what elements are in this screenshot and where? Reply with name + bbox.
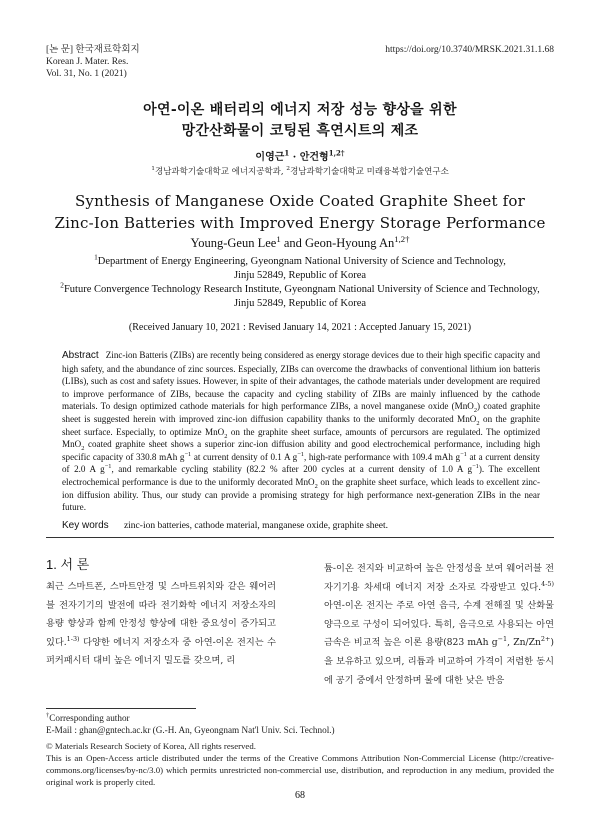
abstract-text: ). The excellent electrochemical performance is due to the uniformly decorated MnO [62, 464, 541, 487]
korean-title [0, 100, 600, 142]
abstract-sup: −1 [472, 463, 479, 471]
citation-ref: 4-5) [541, 579, 554, 588]
body-left-column [46, 578, 276, 671]
received-dates: (Received January 10, 2021 : Revised January 14, 2021 : Accepted January 15, 2021) [128, 322, 472, 333]
author-kr-2-sup: 1,2† [328, 148, 345, 158]
keywords-text: zinc-ion batteries, cathode material, manganese oxide, graphite sheet. [123, 521, 388, 531]
affil-en-1-text: Department of Energy Engineering, Gyeongnam National University of Science and Technology, [97, 256, 506, 267]
affil-en-2-line2: Jinju 52849, Republic of Korea [233, 298, 367, 309]
keywords-label: Key words [62, 520, 109, 531]
unit-sup: 2+ [540, 635, 551, 644]
english-authors [0, 233, 600, 251]
abstract-text: ) coated graphite sheet is suggested herein with improved zinc-ion diffusion capability thanks to the uniformly decorated MnO [62, 401, 540, 424]
english-title-line2: Zinc-Ion Batteries with Improved Energy Storage Performance [54, 214, 546, 232]
abstract-sup: −1 [460, 450, 467, 458]
affil-en-1-line2: Jinju 52849, Republic of Korea [233, 270, 367, 281]
abstract-text: coated graphite sheet shows a superior zinc-ion diffusion ability and good electrochemical performance, including high specific capacity of 330.8 mAh g [62, 439, 540, 462]
abstract-sub: 2 [81, 444, 85, 452]
copyright-notice: © Materials Research Society of Korea, All rights reserved. [46, 741, 256, 751]
abstract-text: on the graphite sheet surface. Especially, to optimize MnO [62, 413, 540, 437]
footnotes [46, 712, 554, 736]
korean-affiliation [0, 165, 600, 177]
author-en-and: and [280, 236, 305, 250]
abstract-text: , high-rate performance with 109.4 mAh g [303, 451, 461, 462]
author-kr-1: 이영근 [255, 152, 285, 163]
abstract-text: on the graphite sheet surface, which leads to excellent zinc-ion diffusion ability. Thus, our study can provide a promising strategy for high performance next-generation ZIBs in the near future. [62, 476, 540, 513]
korean-authors [0, 148, 600, 163]
journal-name-kr: [논 문] 한국재료학회지 [46, 45, 140, 55]
abstract-text: at current density of 0.1 A g [191, 451, 298, 462]
author-separator: · [289, 152, 300, 163]
abstract-sup: −1 [104, 463, 112, 471]
affil-kr-sup-2: 2 [286, 165, 291, 173]
abstract-text: on the graphite sheet surface, amounts of percursors are regulated. The optimized MnO [62, 426, 540, 450]
body-left-text: 다양한 에너지 저장소자 중 아연-이온 전지는 수퍼커패시터 대비 높은 에너지 밀도를 갖으며, 리 [46, 636, 276, 667]
body-right-text: 튬-이온 전지와 비교하여 높은 안정성을 보여 웨어러블 전자기기용 차세대 에너지 저장 소자로 각광받고 있다. [324, 563, 554, 593]
unit-sup: −1 [497, 635, 508, 644]
license-notice: This is an Open-Access article distributed under the terms of the Creative Commons Attribution Non-Commercial License (http://creative-commons.org/licenses/by-nc/3.0) which permits unrestricted non-commercial use, distribution, and reproduction in any medium, provided the original work is properly cited. [46, 753, 554, 787]
abstract-text: Zinc-ion Batteris (ZIBs) are recently being considered as energy storage devices due to their high specific capacity and high safety, and the abundance of zinc sources. Especially, ZIBs can overcome the drawbacks of conventional lithium ion batteris (LIBs), such as cost and safety issues. However, in spite of their advantages, the cathode materials under development are required to improve performance of ZIBs, because the capacity and cycling stability of ZIBs are mainly influenced by the cathode materials. To design optimized cathode materials for high performance ZIBs, a novel manganese oxide (MnO [62, 350, 540, 412]
abstract [62, 349, 540, 514]
author-kr-1-sup: 1 [284, 148, 290, 158]
footnote-rule [46, 708, 196, 709]
abstract-sub: 2 [314, 482, 318, 490]
english-affiliations [0, 252, 600, 311]
abstract-text: , and remarkable cycling stability (82.2 % after 200 cycles at a current density of 1.0 A g [111, 464, 473, 475]
section-divider [46, 537, 554, 538]
license-block [46, 740, 554, 788]
korean-title-line1: 아연-이온 배터리의 에너지 저장 성능 향상을 위한 [143, 102, 457, 118]
affil-en-2-sup: 2 [60, 280, 64, 290]
doi-link[interactable]: https://doi.org/10.3740/MRSK.2021.31.1.68 [385, 45, 554, 55]
english-title-line1: Synthesis of Manganese Oxide Coated Graphite Sheet for [74, 192, 526, 210]
english-title [0, 190, 600, 234]
dagger-mark: † [46, 711, 50, 719]
abstract-label: Abstract [62, 350, 99, 361]
corresponding-author [46, 712, 554, 724]
korean-title-line2: 망간산화물이 코팅된 흑연시트의 제조 [181, 123, 419, 139]
body-right-text: , Zn/Zn [507, 637, 541, 649]
affil-en-1-sup: 1 [94, 252, 98, 262]
body-right-text: 아연-이온 전지는 주로 아연 음극, 수계 전해질 및 산화물 양극으로 구성이 되어있다. 특히, 음극으로 사용되는 아연 금속은 비교적 높은 이론 용량(823 mAh g [324, 600, 554, 649]
email-line: E-Mail : ghan@gntech.ac.kr (G.-H. An, Gyeongnam Nat'l Univ. Sci. Technol.) [46, 725, 335, 735]
keywords [62, 513, 388, 532]
abstract-sub: 2 [224, 432, 228, 440]
author-en-2: Geon-Hyoung An [305, 236, 395, 250]
body-right-column [324, 560, 554, 690]
journal-name-en: Korean J. Mater. Res. [46, 57, 129, 67]
abstract-text: at a current density of 2.0 A g [62, 451, 540, 475]
affil-kr-sup-1: 1 [151, 165, 155, 173]
abstract-sup: −1 [184, 450, 192, 458]
author-kr-2: 안건형 [299, 152, 329, 163]
corresponding-label: Corresponding author [49, 713, 130, 723]
affil-kr-1: 경남과학기술대학교 에너지공학과, [155, 167, 287, 177]
affil-en-2-text: Future Convergence Technology Research Institute, Gyeongnam National University of Science and Technology, [63, 284, 540, 295]
author-en-1: Young-Geun Lee [190, 236, 277, 250]
journal-volume: Vol. 31, No. 1 (2021) [46, 69, 127, 79]
citation-ref: 1-3) [66, 634, 80, 643]
abstract-sub: 2 [476, 419, 480, 427]
abstract-sub: 2 [473, 407, 478, 415]
author-en-1-sup: 1 [276, 233, 281, 244]
journal-header [46, 44, 140, 80]
section-heading: 1. 서 론 [46, 557, 90, 572]
affil-en-1-line1 [0, 252, 600, 269]
page-number: 68 [295, 790, 305, 801]
affil-en-2-line1 [0, 280, 600, 297]
body-right-text: )을 보유하고 있으며, 리튬과 비교하여 가격이 저렴한 동시에 공기 중에서 안정하며 물에 대한 낮은 반응 [324, 637, 554, 686]
abstract-sup: −1 [297, 450, 304, 458]
affil-kr-2: 경남과학기술대학교 미래융복합기술연구소 [290, 167, 449, 177]
author-en-2-sup: 1,2† [394, 233, 410, 244]
body-left-text: 최근 스마트폰, 스마트안경 및 스마트위치와 같은 웨어러블 전자기기의 발전에 따라 전기화학 에너지 저장소자의 용량 향상과 함께 안정성 향상에 대한 중요성이 증가되고 있다. [46, 581, 276, 648]
